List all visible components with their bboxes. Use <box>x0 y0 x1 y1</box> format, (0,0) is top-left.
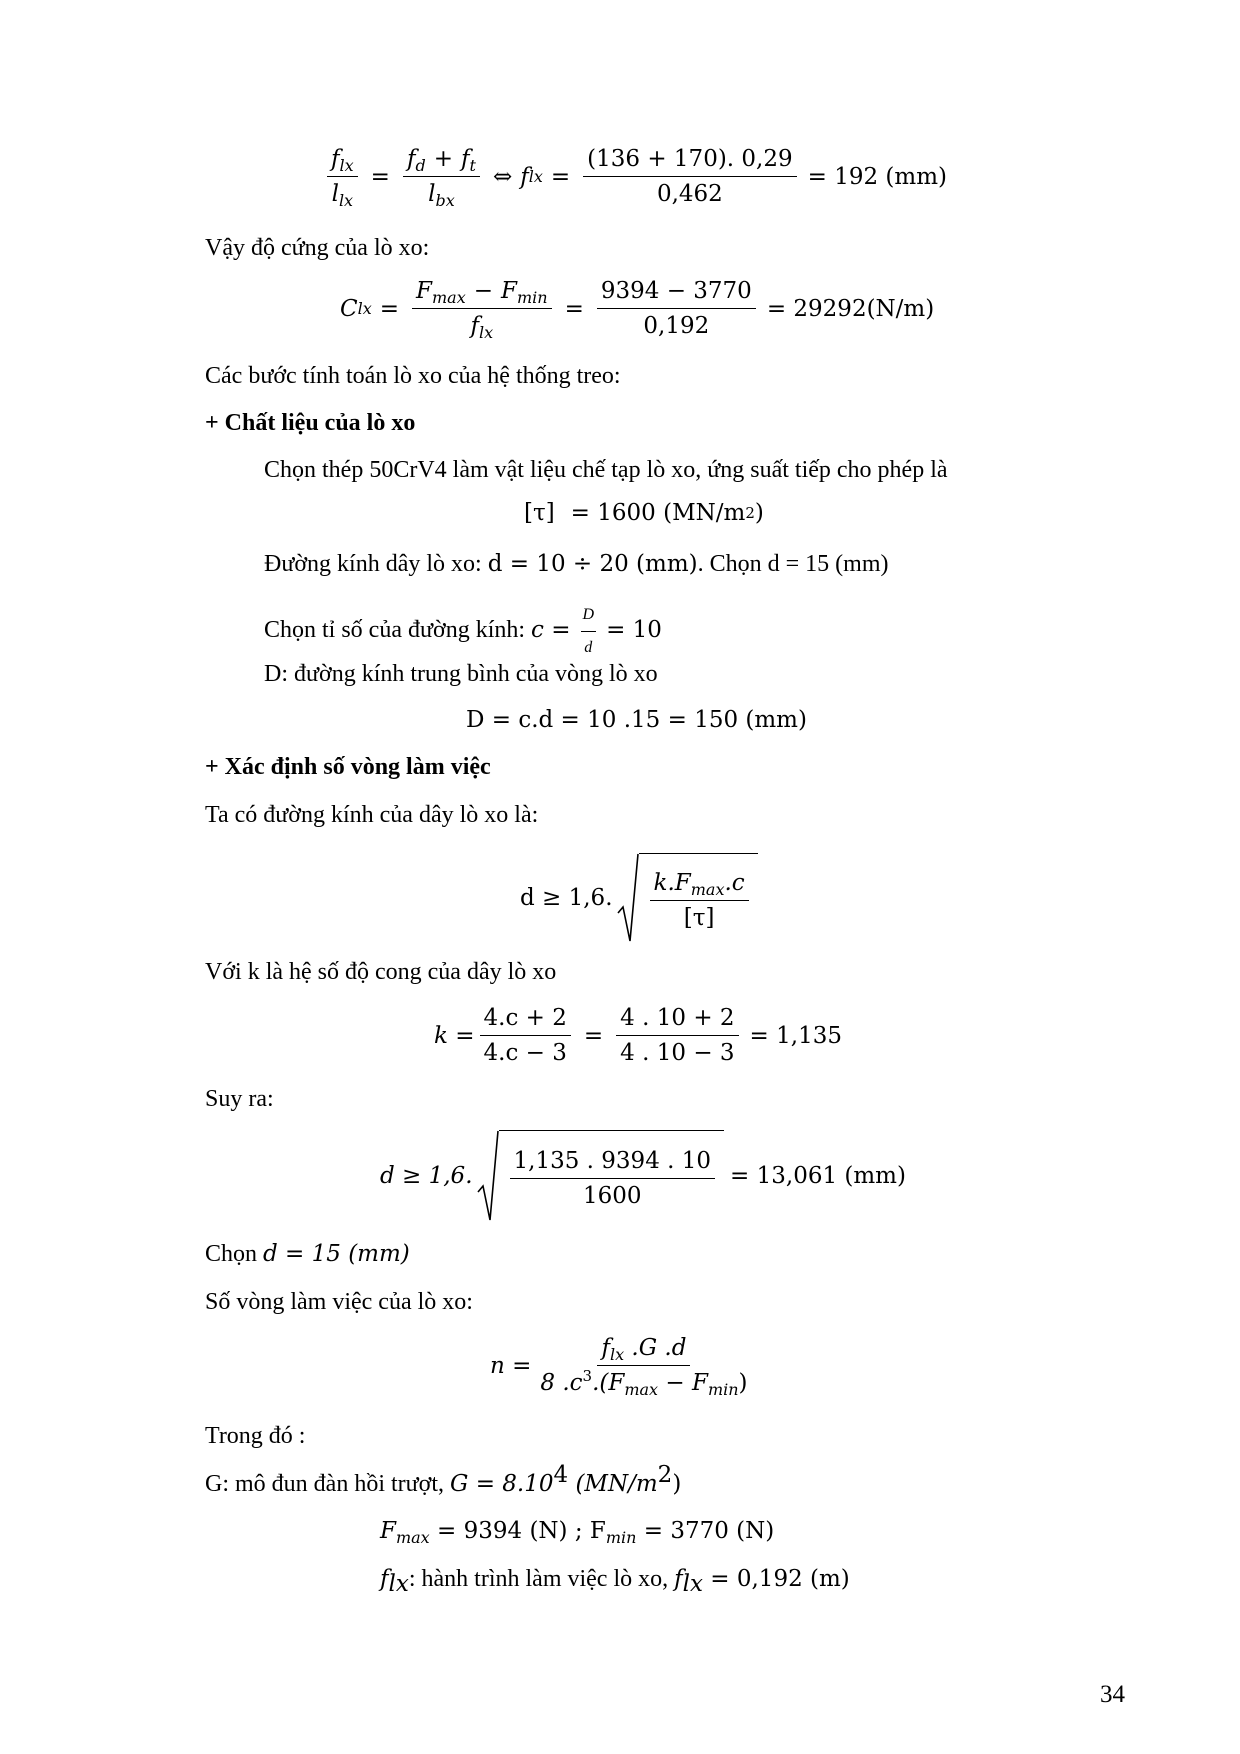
text-choose-d: Chọn d = 15 (mm) <box>205 1241 410 1267</box>
text-f-travel: $f_{lx}$: hành trình làm việc lò xo, $f_{lx} = 0,192$ (m) <box>380 1566 850 1597</box>
text-G: G: mô đun đàn hồi trượt, $G = 8.10^4$ $(MN/m^2)$ <box>205 1462 682 1497</box>
equation-d-value: d ≥ 1,6. $\frac{1,135 . 9394 . 10}{1600}$ = 13,061 (mm) <box>380 1130 906 1222</box>
heading-turns: + Xác định số vòng làm việc <box>205 754 491 780</box>
heading-material: + Chất liệu của lò xo <box>205 410 416 436</box>
text-steps: Các bước tính toán lò xo của hệ thống treo: <box>205 363 621 389</box>
text-stiffness: Vậy độ cứng của lò xo: <box>205 235 430 261</box>
text-turns: Số vòng làm việc của lò xo: <box>205 1289 473 1315</box>
equation-d-general: d ≥ 1,6. $\frac{k.F_{max}.c}{[\tau]}$ <box>520 853 758 943</box>
fraction-force-difference: $\frac{F_{max} - F_{min}}{f_{lx}}$ <box>412 278 552 339</box>
text-F-values: $F_{max} = 9394$ (N) ; $F_{min} = 3770$ (N) <box>380 1518 775 1547</box>
sqrt-general: $\frac{k.F_{max}.c}{[\tau]}$ <box>617 853 758 943</box>
fraction-k-symbolic: $\frac{4.c + 2}{4.c - 3}$ <box>480 1005 571 1066</box>
text-where: Trong đó : <box>205 1423 306 1449</box>
fraction-D-d: $\frac{D}{d}$ <box>581 600 597 663</box>
fraction-flx-llx: $\frac{f_{lx}}{l_{lx}}$ <box>327 146 358 207</box>
text-suy-ra: Suy ra: <box>205 1086 274 1112</box>
equation-tau: [τ] = 1600 (MN/m 2 ) <box>524 500 764 526</box>
text-material: Chọn thép 50CrV4 làm vật liệu chế tạp lò xo, ứng suất tiếp cho phép là <box>264 457 948 483</box>
text-ratio: Chọn tỉ số của đường kính: c = $\frac{D}{d}$ = 10 <box>264 600 662 663</box>
text-wire-diameter: Đường kính dây lò xo: d = 10 ÷ 20 (mm). Chọn d = 15 (mm) <box>264 551 889 577</box>
page-number: 34 <box>1100 1681 1125 1708</box>
text-wire: Ta có đường kính của dây lò xo là: <box>205 802 539 828</box>
fraction-stiffness-value: $\frac{9394 - 3770}{0,192}$ <box>597 278 756 339</box>
equation-k: k = $\frac{4.c + 2}{4.c - 3}$ = $\frac{4 . 10 + 2}{4 . 10 - 3}$ = 1,135 <box>434 1005 842 1066</box>
fraction-fd-ft-lbx: $\frac{f_d + f_t}{l_{bx}}$ <box>403 146 480 207</box>
equation-deflection: $\frac{f_{lx}}{l_{lx}}$ = $\frac{f_d + f_t}{l_{bx}}$ ⇔ f lx = $\frac{(136 + 170). 0,29}{0,462}$ = 192 (mm) <box>322 146 947 207</box>
fraction-k-numeric: $\frac{4 . 10 + 2}{4 . 10 - 3}$ <box>616 1005 738 1066</box>
equation-stiffness: C lx = $\frac{F_{max} - F_{min}}{f_{lx}}$ = $\frac{9394 - 3770}{0,192}$ = 29292(N/m) <box>340 278 935 342</box>
sqrt-value: $\frac{1,135 . 9394 . 10}{1600}$ <box>477 1130 725 1222</box>
equation-n: n = $\frac{f_{lx} .G .d}{8 .c^3.(F_{max} - F_{min})}$ <box>490 1335 757 1396</box>
equation-D: D = c.d = 10 .15 = 150 (mm) <box>466 707 807 733</box>
text-D: D: đường kính trung bình của vòng lò xo <box>264 661 658 687</box>
text-k: Với k là hệ số độ cong của dây lò xo <box>205 959 557 985</box>
fraction-deflection-value: $\frac{(136 + 170). 0,29}{0,462}$ <box>583 146 796 207</box>
fraction-n: $\frac{f_{lx} .G .d}{8 .c^3.(F_{max} - F_{min})}$ <box>540 1335 748 1399</box>
